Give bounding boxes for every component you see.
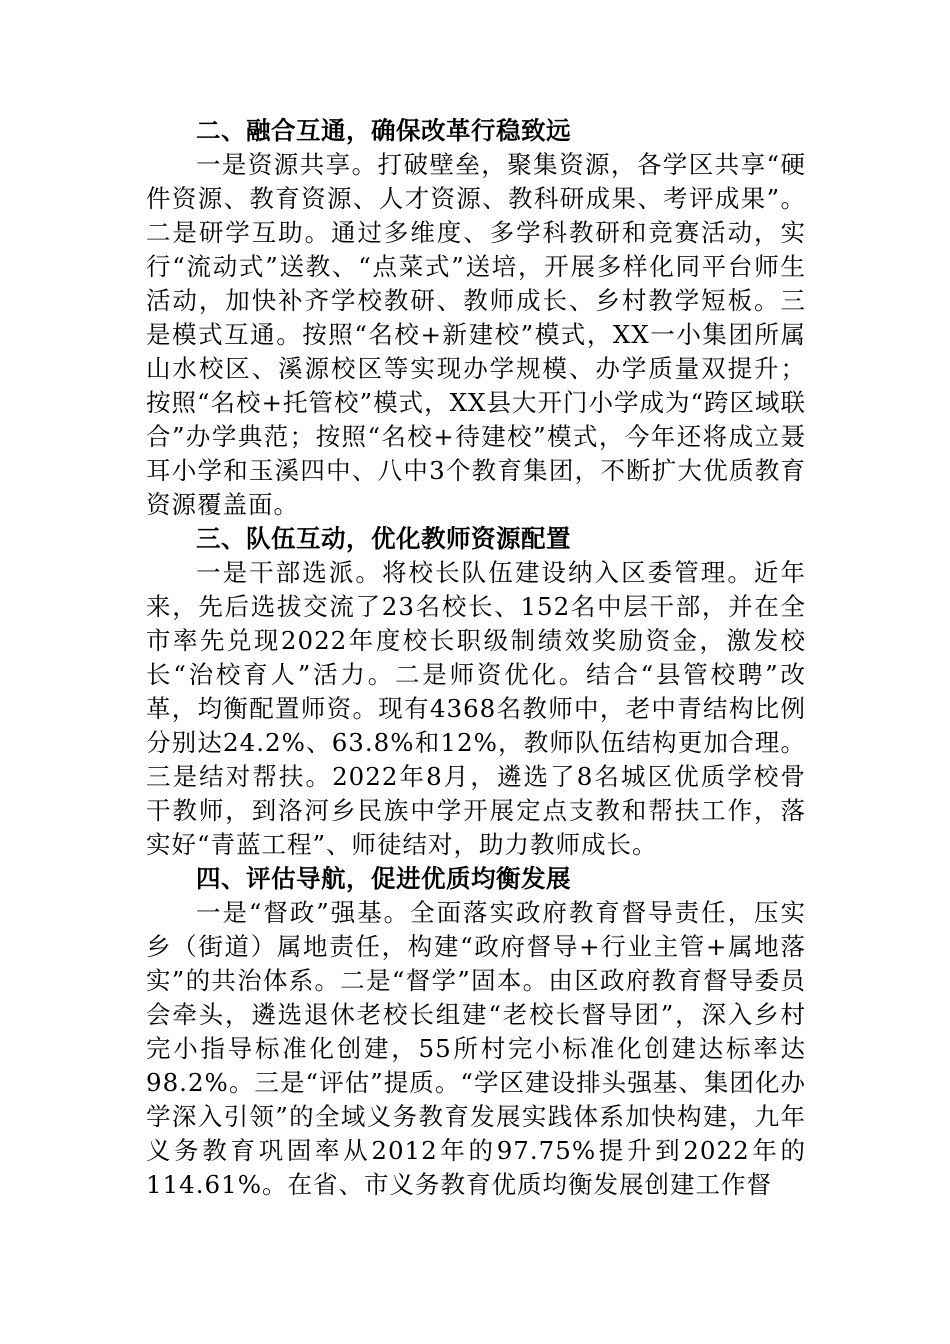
section-body-2: 一是资源共享。打破壁垒，聚集资源，各学区共享“硬件资源、教育资源、人才资源、教科研成果、考评成果”。二是研学互助。通过多维度、多学科教研和竞赛活动，实行“流动式”送教、“点菜式”送培，开展多样化同平台师生活动，加快补齐学校教研、教师成长、乡村教学短板。三是模式互通。按照“名校+新建校”模式，XX一小集团所属山水校区、溪源校区等实现办学规模、办学质量双提升；按照“名校+托管校”模式，XX县大开门小学成为“跨区域联合”办学典范；按照“名校+待建校”模式，今年还将成立聂耳小学和玉溪四中、八中3个教育集团，不断扩大优质教育资源覆盖面。 — [146, 150, 806, 519]
section-heading-4: 四、评估导航，促进优质均衡发展 — [196, 864, 571, 893]
section-body-4: 一是“督政”强基。全面落实政府教育督导责任，压实乡（街道）属地责任，构建“政府督导+行业主管+属地落实”的共治体系。二是“督学”固本。由区政府教育督导委员会牵头，遴选退休老校长组建“老校长督导团”，深入乡村完小指导标准化创建，55所村完小标准化创建达标率达98.2%。三是“评估”提质。“学区建设排头强基、集团化办学深入引领”的全域义务教育发展实践体系加快构建，九年义务教育巩固率从2012年的97.75%提升到2022年的114.61%。在省、市义务教育优质均衡发展创建工作督 — [146, 898, 806, 1199]
section-body-3: 一是干部选派。将校长队伍建设纳入区委管理。近年来，先后选拔交流了23名校长、152名中层干部，并在全市率先兑现2022年度校长职级制绩效奖励资金，激发校长“治校育人”活力。二是师资优化。结合“县管校聘”改革，均衡配置师资。现有4368名教师中，老中青结构比例分别达24.2%、63.8%和12%，教师队伍结构更加合理。三是结对帮扶。2022年8月，遴选了8名城区优质学校骨干教师，到洛河乡民族中学开展定点支教和帮扶工作，落实好“青蓝工程”、师徒结对，助力教师成长。 — [146, 558, 806, 859]
section-heading-2: 二、融合互通，确保改革行稳致远 — [196, 116, 571, 145]
section-heading-3: 三、队伍互动，优化教师资源配置 — [196, 524, 571, 553]
document-page — [146, 114, 806, 1202]
